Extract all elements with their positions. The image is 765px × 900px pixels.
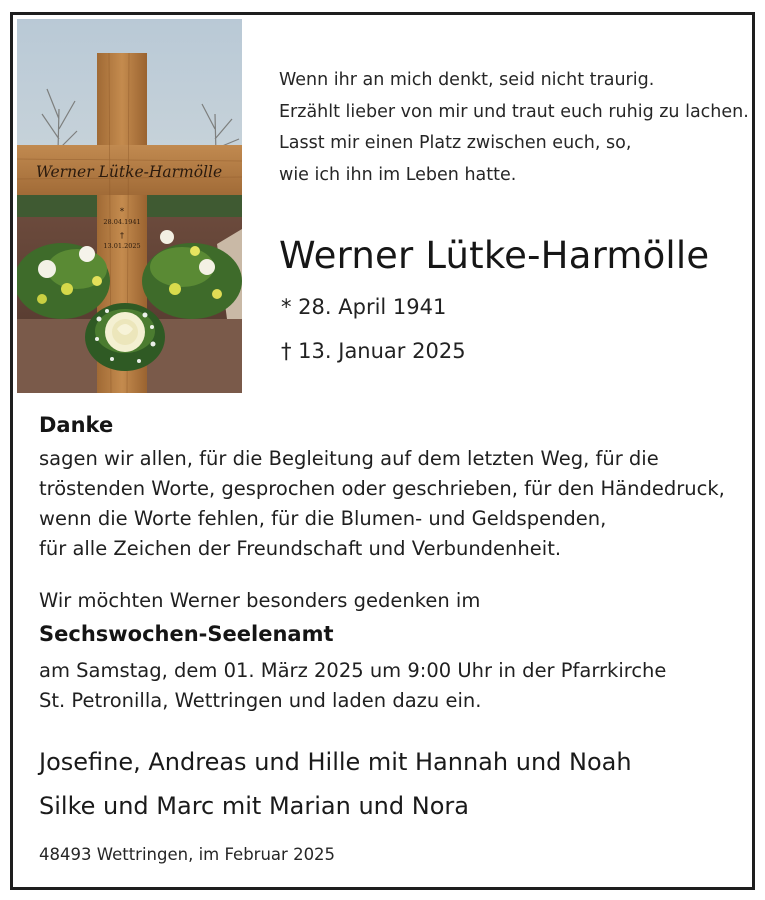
thanks-text <box>39 444 725 564</box>
grave-cross-photo <box>17 19 242 393</box>
obituary-notice <box>10 12 755 890</box>
thanks-heading: Danke <box>39 413 114 437</box>
mourners <box>39 740 632 828</box>
place-date: 48493 Wettringen, im Februar 2025 <box>39 845 336 864</box>
poem-line: Lasst mir einen Platz zwischen euch, so, <box>279 133 632 153</box>
deceased-name: Werner Lütke-Harmölle <box>279 234 710 277</box>
thanks-line: tröstenden Worte, gesprochen oder geschrieben, für den Händedruck, <box>39 477 725 500</box>
birth-date: * 28. April 1941 <box>281 295 447 319</box>
poem-line: wie ich ihn im Leben hatte. <box>279 164 517 185</box>
mass-heading: Sechswochen-Seelenamt <box>39 622 334 646</box>
mass-line: am Samstag, dem 01. März 2025 um 9:00 Uhr in der Pfarrkirche <box>39 659 667 682</box>
poem-line: Wenn ihr an mich denkt, seid nicht traurig. <box>279 70 655 90</box>
mass-intro: Wir möchten Werner besonders gedenken im <box>39 589 481 612</box>
poem-line: Erzählt lieber von mir und traut euch ruhig zu lachen. <box>279 101 749 122</box>
cross-inscription: Werner Lütke-Harmölle <box>35 163 223 181</box>
thanks-line: sagen wir allen, für die Begleitung auf dem letzten Weg, für die <box>39 447 659 470</box>
thanks-line: wenn die Worte fehlen, für die Blumen- und Geldspenden, <box>39 507 607 530</box>
mourner-line: Josefine, Andreas und Hille mit Hannah und Noah <box>39 748 632 776</box>
death-date: † 13. Januar 2025 <box>281 339 466 363</box>
mass-details <box>39 656 666 716</box>
memorial-poem <box>279 65 749 191</box>
thanks-line: für alle Zeichen der Freundschaft und Verbundenheit. <box>39 537 562 560</box>
cross-death-date: 13.01.2025 <box>103 242 141 250</box>
svg-text:*: * <box>119 207 125 217</box>
cross-birth-date: 28.04.1941 <box>103 218 141 226</box>
mass-line: St. Petronilla, Wettringen und laden dazu ein. <box>39 689 482 712</box>
svg-text:†: † <box>120 231 124 240</box>
mourner-line: Silke und Marc mit Marian und Nora <box>39 792 469 820</box>
